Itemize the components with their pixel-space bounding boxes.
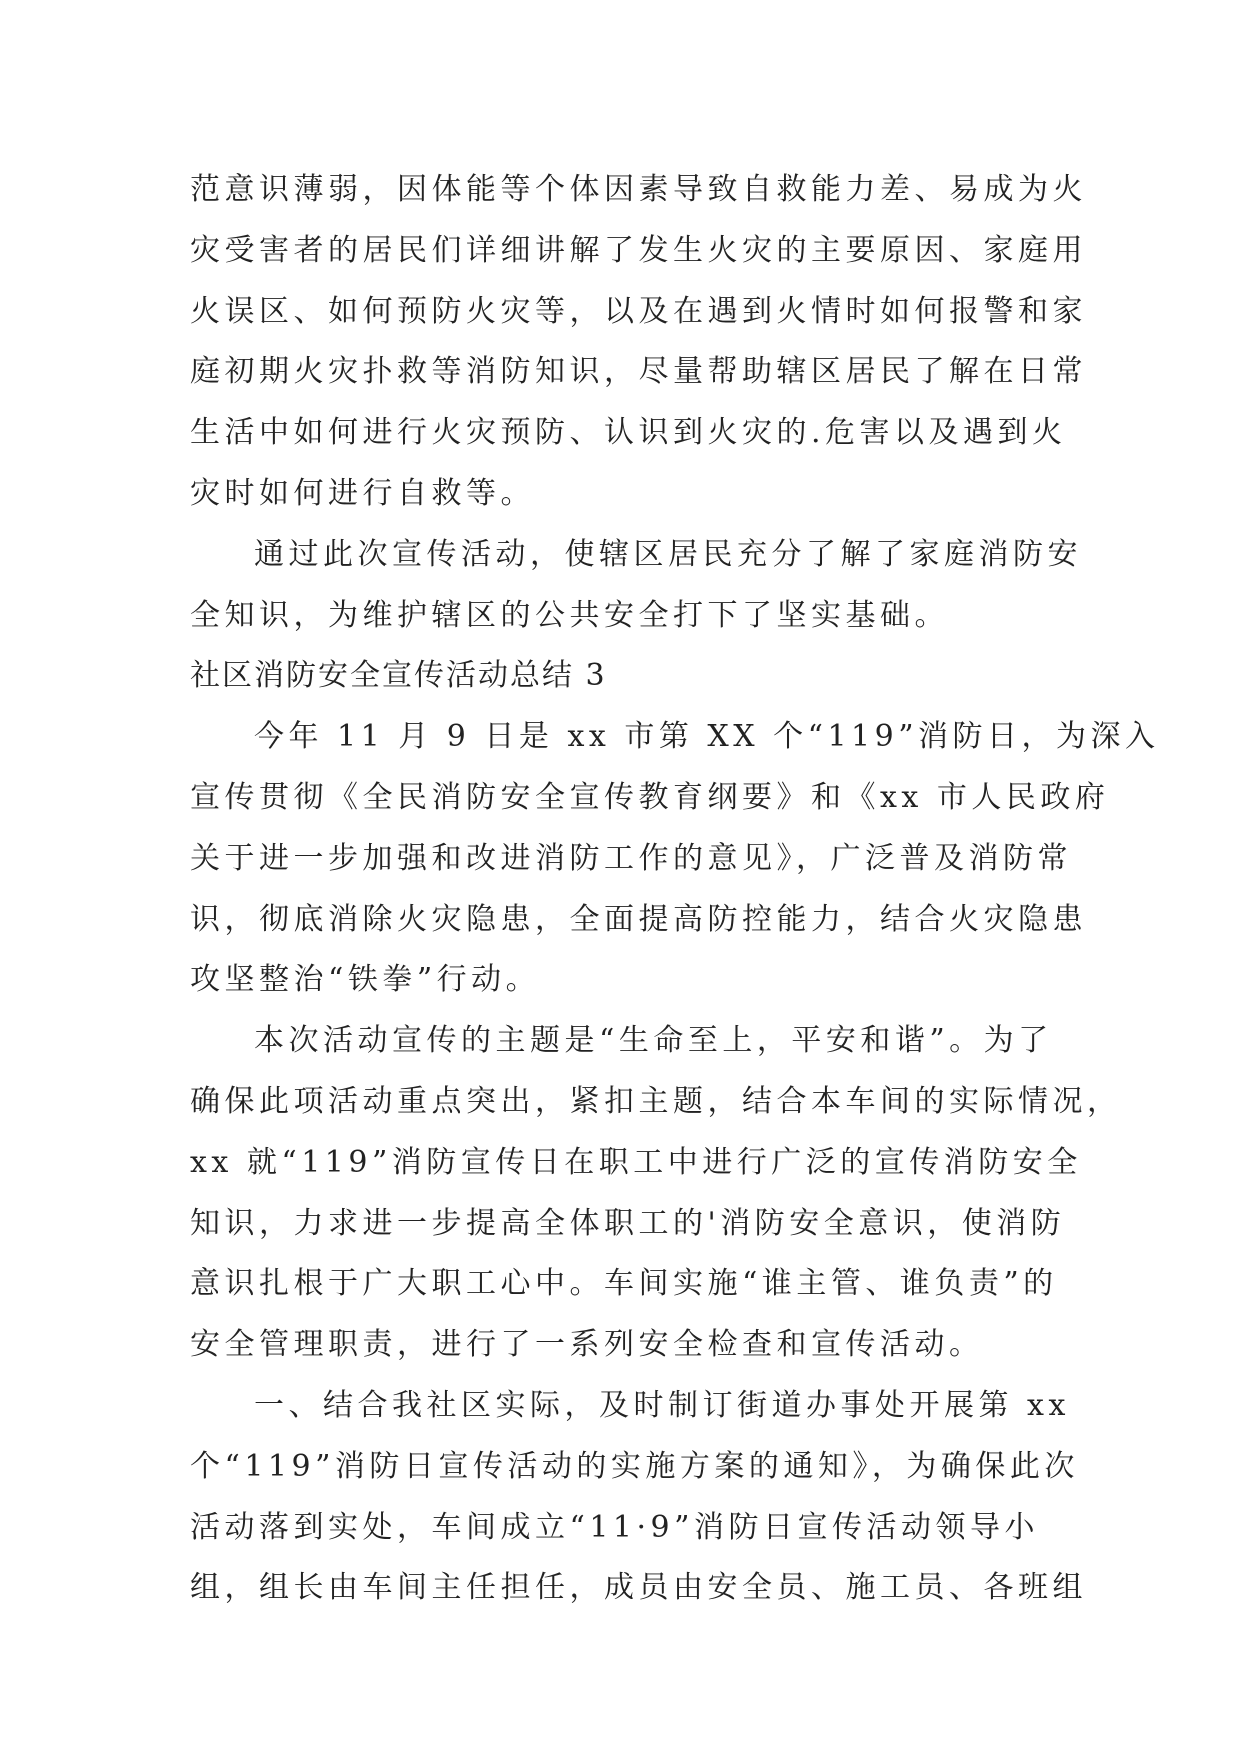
text-line: 关于进一步加强和改进消防工作的意见》，广泛普及消防常	[190, 840, 1072, 876]
text-line: 宣传贯彻《全民消防安全宣传教育纲要》和《xx 市人民政府	[190, 779, 1110, 815]
text-line: 火误区、如何预防火灾等，以及在遇到火情时如何报警和家	[190, 293, 1087, 329]
text-line: 范意识薄弱，因体能等个体因素导致自救能力差、易成为火	[190, 172, 1087, 207]
text-line: 活动落到实处，车间成立“11·9”消防日宣传活动领导小	[190, 1509, 1039, 1545]
text-line: 生活中如何进行火灾预防、认识到火灾的.危害以及遇到火	[190, 415, 1067, 451]
text-line: 识，彻底消除火灾隐患，全面提高防控能力，结合火灾隐患	[190, 901, 1087, 937]
document-body	[190, 160, 1160, 1619]
text-line: xx 就“119”消防宣传日在职工中进行广泛的宣传消防安全	[190, 1144, 1082, 1180]
text-line: 灾受害者的居民们详细讲解了发生火灾的主要原因、家庭用	[190, 232, 1087, 268]
text-line: 组，组长由车间主任担任，成员由安全员、施工员、各班组	[190, 1570, 1087, 1606]
text-line: 知识，力求进一步提高全体职工的'消防安全意识，使消防	[190, 1205, 1066, 1241]
text-line: 攻坚整治“铁拳”行动。	[190, 962, 541, 998]
paragraph-first-line: 本次活动宣传的主题是“生命至上，平安和谐”。为了	[254, 1023, 1053, 1059]
text-line: 确保此项活动重点突出，紧扣主题，结合本车间的实际情况，	[190, 1083, 1122, 1119]
section-heading: 社区消防安全宣传活动总结 3	[190, 658, 607, 694]
text-line: 灾时如何进行自救等。	[190, 475, 535, 511]
paragraph-first-line: 一、结合我社区实际，及时制订街道办事处开展第 xx	[254, 1387, 1070, 1423]
text-line: 个“119”消防日宣传活动的实施方案的通知》，为确保此次	[190, 1448, 1079, 1484]
text-line: 庭初期火灾扑救等消防知识，尽量帮助辖区居民了解在日常	[190, 354, 1087, 390]
paragraph-first-line: 通过此次宣传活动，使辖区居民充分了解了家庭消防安	[254, 536, 1082, 572]
text-line: 意识扎根于广大职工心中。车间实施“谁主管、谁负责”的	[190, 1266, 1058, 1302]
paragraph-first-line: 今年 11 月 9 日是 xx 市第 XX 个“119”消防日，为深入	[254, 719, 1160, 755]
text-line: 安全管理职责，进行了一系列安全检查和宣传活动。	[190, 1327, 984, 1363]
text-line: 全知识，为维护辖区的公共安全打下了坚实基础。	[190, 597, 949, 633]
